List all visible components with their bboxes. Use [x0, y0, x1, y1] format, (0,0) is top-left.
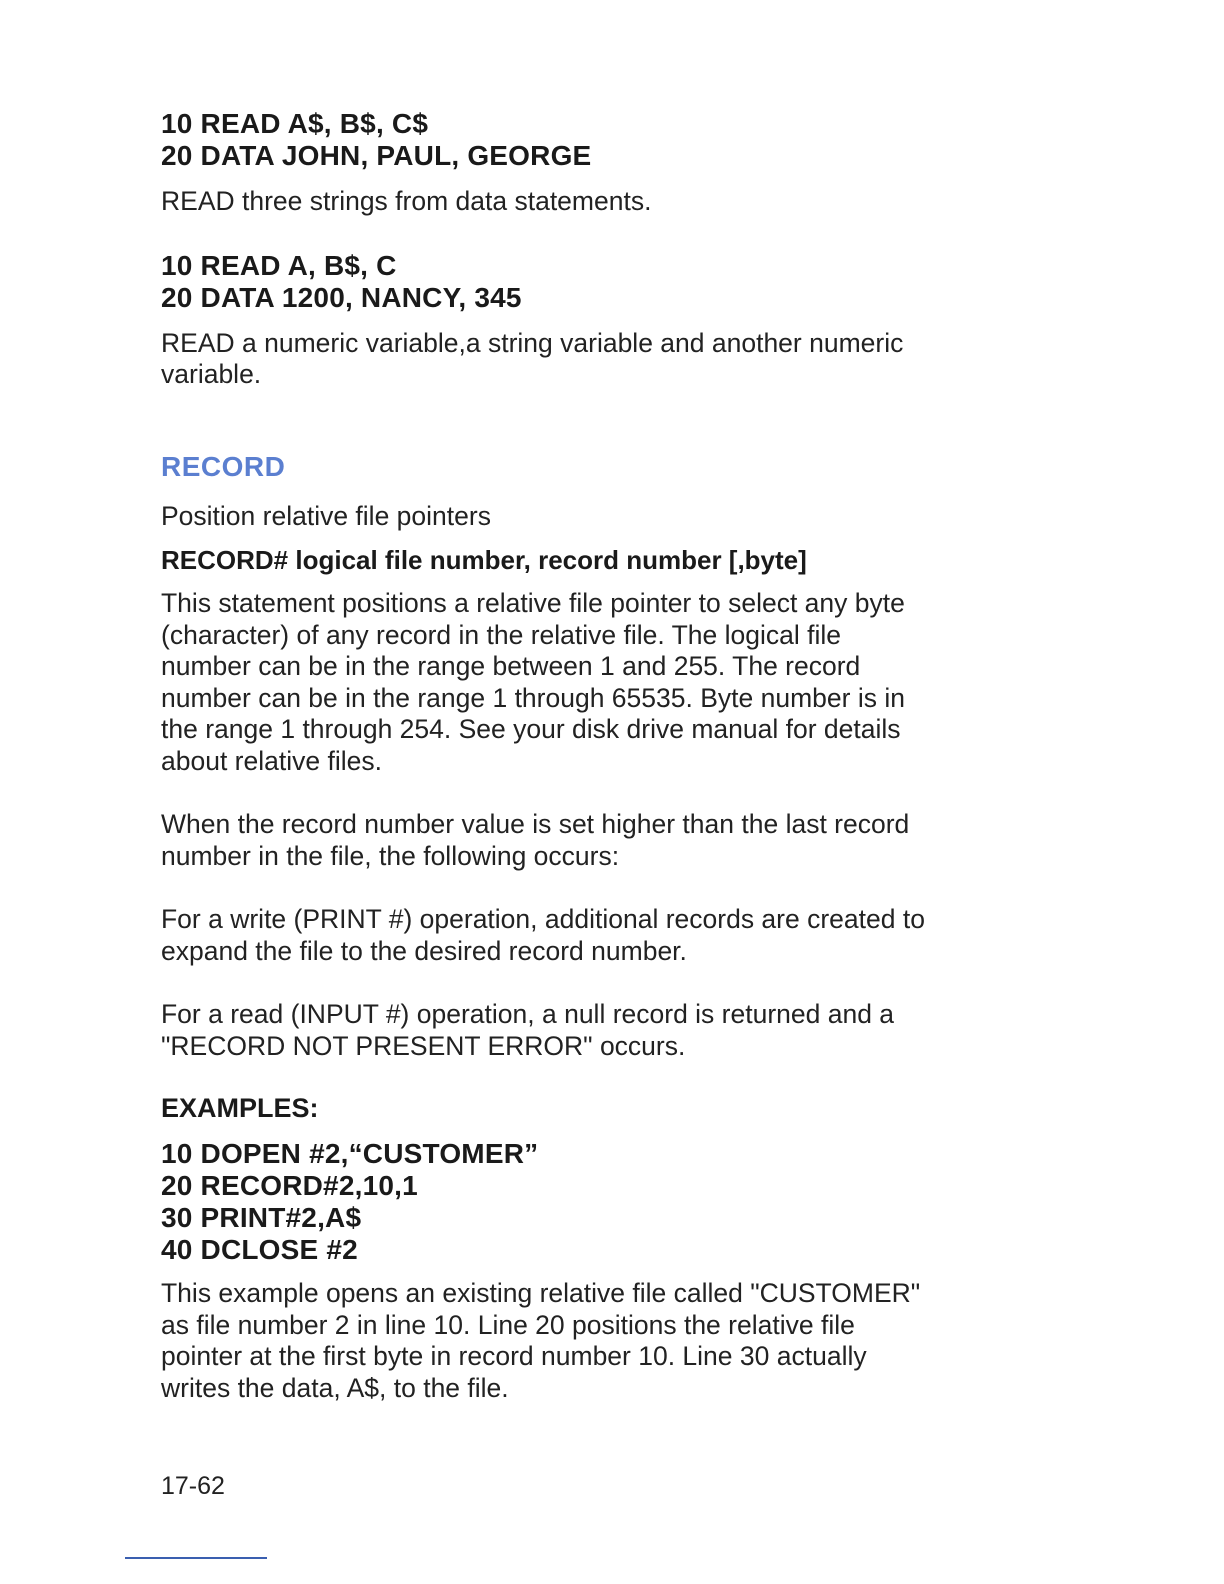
paragraph-line: expand the file to the desired record number. [161, 935, 687, 966]
paragraph-line: pointer at the first byte in record number 10. Line 30 actually [161, 1341, 867, 1371]
example-description-line: READ a numeric variable,a string variable and another numeric [161, 327, 904, 358]
section-subtitle: Position relative file pointers [161, 500, 491, 531]
page-number: 17-62 [161, 1472, 225, 1500]
paragraph-line: (character) of any record in the relative file. The logical file [161, 619, 841, 650]
code-line: 10 READ A$, B$, C$ [161, 108, 429, 139]
code-line: 10 DOPEN #2,“CUSTOMER” [161, 1138, 539, 1169]
code-line: 20 RECORD#2,10,1 [161, 1170, 418, 1201]
example-explanation [161, 1278, 1001, 1404]
paragraph-higher-record [161, 809, 1001, 872]
paragraph-line: writes the data, A$, to the file. [161, 1372, 509, 1403]
code-line: 40 DCLOSE #2 [161, 1234, 358, 1265]
examples-label: EXAMPLES: [161, 1093, 319, 1123]
paragraph-line: number can be in the range 1 through 65535. Byte number is in [161, 682, 905, 713]
example-code-block [161, 1138, 1001, 1266]
paragraph-description [161, 588, 1001, 777]
code-line: 20 DATA 1200, NANCY, 345 [161, 281, 522, 313]
paragraph-line: number can be in the range between 1 and 255. The record [161, 651, 861, 681]
paragraph-line: number in the file, the following occurs: [161, 840, 620, 871]
paragraph-line: When the record number value is set higher than the last record [161, 809, 910, 839]
bottom-rule [125, 1557, 267, 1559]
paragraph-line: about relative files. [161, 745, 382, 776]
code-line: 30 PRINT#2,A$ [161, 1202, 362, 1233]
paragraph-line: as file number 2 in line 10. Line 20 positions the relative file [161, 1309, 855, 1340]
code-line: 20 DATA JOHN, PAUL, GEORGE [161, 140, 592, 171]
example-description: READ three strings from data statements. [161, 186, 652, 216]
paragraph-line: This example opens an existing relative file called "CUSTOMER" [161, 1278, 921, 1308]
paragraph-write-operation [161, 904, 1001, 967]
paragraph-line: "RECORD NOT PRESENT ERROR" occurs. [161, 1030, 686, 1061]
record-section [161, 451, 1001, 1405]
read-example-1 [161, 108, 1001, 218]
paragraph-line: the range 1 through 254. See your disk drive manual for details [161, 714, 901, 744]
example-description-line: variable. [161, 359, 262, 389]
paragraph-line: For a write (PRINT #) operation, additional records are created to [161, 904, 925, 934]
code-line: 10 READ A, B$, C [161, 249, 397, 281]
document-page [161, 108, 1001, 1404]
paragraph-line: This statement positions a relative file pointer to select any byte [161, 588, 905, 618]
read-example-2 [161, 250, 1001, 391]
paragraph-read-operation [161, 999, 1001, 1062]
section-heading: RECORD [161, 450, 286, 482]
syntax-line: RECORD# logical file number, record number [,byte] [161, 545, 807, 575]
paragraph-line: For a read (INPUT #) operation, a null record is returned and a [161, 999, 895, 1029]
